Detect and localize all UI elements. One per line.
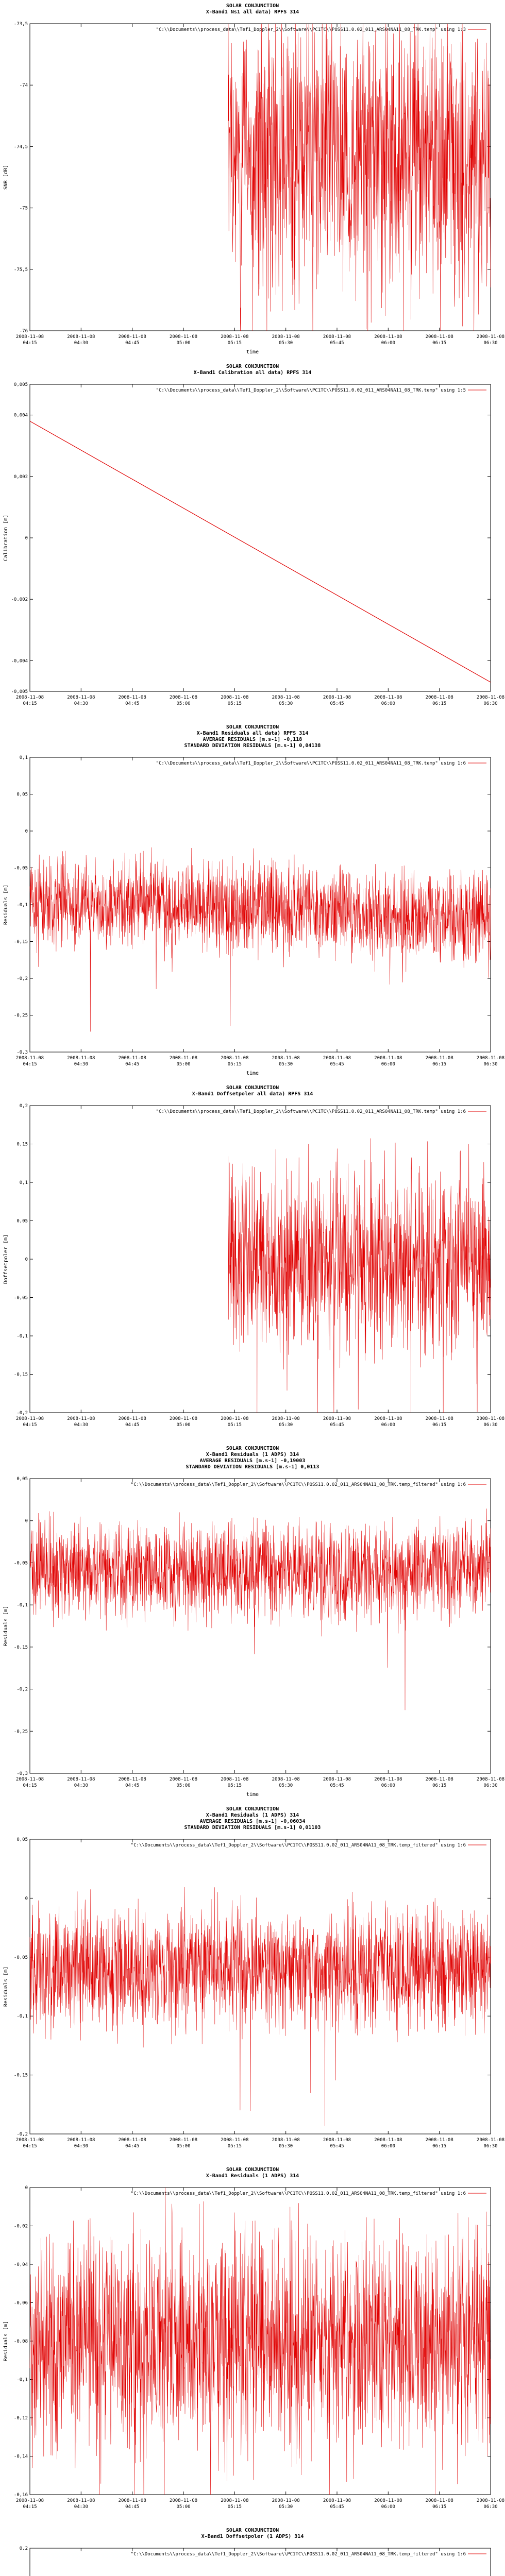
x-tick-label: 06:00 <box>381 2504 395 2510</box>
y-tick-label: 0,2 <box>19 1104 28 1109</box>
x-tick-label: 05:00 <box>176 1422 191 1428</box>
x-tick-label: 2008-11-08 <box>169 2498 198 2503</box>
x-tick-label: 2008-11-08 <box>272 2498 300 2503</box>
y-axis-label: SNR [dB] <box>3 164 9 190</box>
legend-label: "C:\\Documents\\process_data\\Tef1_Doppler_2\\Software\\PC1TC\\POSS11.0.02_011_ARS04NA11_08_TRK.temp" using 1:6 <box>156 761 466 766</box>
x-tick-label: 2008-11-08 <box>118 334 146 340</box>
x-tick-label: 2008-11-08 <box>15 2498 44 2503</box>
x-tick-label: 05:00 <box>176 341 191 346</box>
chart-panel <box>0 2164 505 2524</box>
x-tick-label: 06:15 <box>432 701 447 706</box>
y-tick-label: -74 <box>19 83 28 89</box>
chart-title: SOLAR CONJUNCTION <box>226 2528 279 2533</box>
y-tick-label: 0 <box>25 829 28 834</box>
chart-title: SOLAR CONJUNCTION <box>226 724 279 730</box>
x-tick-label: 06:30 <box>483 1062 498 1067</box>
x-tick-label: 05:30 <box>279 1422 293 1428</box>
y-tick-label: -0,2 <box>16 976 28 981</box>
x-tick-label: 2008-11-08 <box>323 1416 351 1421</box>
x-tick-label: 2008-11-08 <box>272 1416 300 1421</box>
y-tick-label: -0,25 <box>13 1729 28 1735</box>
y-tick-label: -75,5 <box>13 267 28 273</box>
y-tick-label: -0,14 <box>13 2454 28 2460</box>
y-tick-label: -0,3 <box>16 1771 28 1776</box>
x-tick-label: 05:15 <box>227 341 242 346</box>
x-tick-label: 2008-11-08 <box>67 2498 95 2503</box>
chart-svg <box>0 361 505 721</box>
x-tick-label: 05:45 <box>330 1783 344 1788</box>
x-tick-label: 2008-11-08 <box>272 2138 300 2143</box>
x-tick-label: 2008-11-08 <box>476 695 505 700</box>
y-tick-label: -0,002 <box>11 597 28 603</box>
x-tick-label: 2008-11-08 <box>425 2498 453 2503</box>
x-tick-label: 04:15 <box>23 341 37 346</box>
y-tick-label: -76 <box>19 329 28 334</box>
x-tick-label: 2008-11-08 <box>425 1416 453 1421</box>
chart-title: SOLAR CONJUNCTION <box>226 1446 279 1451</box>
legend-label: "C:\\Documents\\process_data\\Tef1_Doppler_2\\Software\\PC1TC\\POSS11.0.02_011_ARS04NA11_08_TRK.temp_filtered" using 1:6 <box>130 1482 466 1487</box>
x-tick-label: 06:30 <box>483 2144 498 2149</box>
x-tick-label: 2008-11-08 <box>67 1416 95 1421</box>
x-tick-label: 04:45 <box>125 1062 140 1067</box>
x-tick-label: 2008-11-08 <box>425 2138 453 2143</box>
y-tick-label: -0,2 <box>16 1687 28 1692</box>
y-tick-label: 0,1 <box>19 1180 28 1185</box>
y-tick-label: 0,2 <box>19 2546 28 2551</box>
legend-label: "C:\\Documents\\process_data\\Tef1_Doppler_2\\Software\\PC1TC\\POSS11.0.02_011_ARS04NA11_08_TRK.temp_filtered" using 1:6 <box>130 2191 466 2196</box>
x-tick-label: 2008-11-08 <box>323 2498 351 2503</box>
x-tick-label: 04:45 <box>125 701 140 706</box>
x-tick-label: 06:15 <box>432 341 447 346</box>
chart-title: SOLAR CONJUNCTION <box>226 1806 279 1812</box>
y-tick-label: 0,05 <box>16 1477 28 1482</box>
legend-label: "C:\\Documents\\process_data\\Tef1_Doppler_2\\Software\\PC1TC\\POSS11.0.02_011_ARS04NA11_08_TRK.temp" using 1:3 <box>156 27 466 32</box>
x-tick-label: 2008-11-08 <box>118 2498 146 2503</box>
y-tick-label: -0,15 <box>13 2073 28 2078</box>
x-tick-label: 04:15 <box>23 1422 37 1428</box>
y-tick-label: -0,04 <box>13 2262 28 2267</box>
x-tick-label: 2008-11-08 <box>476 1777 505 1782</box>
x-tick-label: 2008-11-08 <box>272 695 300 700</box>
x-tick-label: 05:45 <box>330 701 344 706</box>
chart-svg <box>0 1082 505 1443</box>
y-axis-label: Residuals [m] <box>3 2320 9 2362</box>
x-axis-label: time <box>246 1792 259 1798</box>
x-tick-label: 06:00 <box>381 341 395 346</box>
y-axis-label: Residuals [m] <box>3 1966 9 2007</box>
x-tick-label: 05:00 <box>176 2504 191 2510</box>
x-tick-label: 2008-11-08 <box>118 1416 146 1421</box>
x-tick-label: 06:00 <box>381 1422 395 1428</box>
y-tick-label: -0,1 <box>16 2014 28 2020</box>
x-tick-label: 05:00 <box>176 1783 191 1788</box>
x-tick-label: 04:30 <box>74 2504 88 2510</box>
x-tick-label: 05:15 <box>227 1783 242 1788</box>
x-tick-label: 2008-11-08 <box>374 2138 402 2143</box>
chart-title: AVERAGE RESIDUALS [m.s-1] -0,06034 <box>199 1819 306 1824</box>
y-tick-label: -0,16 <box>13 2493 28 2498</box>
x-tick-label: 2008-11-08 <box>221 2498 249 2503</box>
y-tick-label: 0,004 <box>13 413 28 418</box>
x-tick-label: 2008-11-08 <box>169 334 198 340</box>
chart-svg <box>0 1443 505 1803</box>
legend-label: "C:\\Documents\\process_data\\Tef1_Doppler_2\\Software\\PC1TC\\POSS11.0.02_011_ARS04NA11_08_TRK.temp_filtered" using 1:6 <box>130 2552 466 2557</box>
x-tick-label: 2008-11-08 <box>15 1056 44 1061</box>
x-tick-label: 04:30 <box>74 341 88 346</box>
chart-panel <box>0 1443 505 1803</box>
x-tick-label: 06:15 <box>432 1783 447 1788</box>
x-tick-label: 2008-11-08 <box>374 695 402 700</box>
chart-title: SOLAR CONJUNCTION <box>226 364 279 369</box>
x-tick-label: 2008-11-08 <box>221 695 249 700</box>
y-tick-label: 0 <box>25 1257 28 1262</box>
y-tick-label: -0,02 <box>13 2224 28 2229</box>
x-tick-label: 05:15 <box>227 1422 242 1428</box>
x-tick-label: 2008-11-08 <box>272 334 300 340</box>
x-tick-label: 2008-11-08 <box>118 2138 146 2143</box>
x-tick-label: 04:30 <box>74 2144 88 2149</box>
x-tick-label: 05:45 <box>330 2504 344 2510</box>
chart-title: STANDARD DEVIATION RESIDUALS [m.s-1] 0,0113 <box>186 1464 319 1470</box>
y-axis-label: Doffsetpoler [m] <box>3 1234 9 1284</box>
x-tick-label: 05:45 <box>330 1422 344 1428</box>
chart-title: SOLAR CONJUNCTION <box>226 1085 279 1091</box>
x-tick-label: 2008-11-08 <box>476 2498 505 2503</box>
y-tick-label: -74,5 <box>13 144 28 150</box>
x-tick-label: 2008-11-08 <box>374 1416 402 1421</box>
y-tick-label: -0,06 <box>13 2300 28 2306</box>
x-tick-label: 06:30 <box>483 701 498 706</box>
x-tick-label: 2008-11-08 <box>221 2138 249 2143</box>
x-tick-label: 2008-11-08 <box>476 1416 505 1421</box>
x-tick-label: 2008-11-08 <box>67 695 95 700</box>
x-tick-label: 06:00 <box>381 701 395 706</box>
x-tick-label: 2008-11-08 <box>67 1777 95 1782</box>
x-tick-label: 2008-11-08 <box>374 2498 402 2503</box>
y-tick-label: -75 <box>19 206 28 211</box>
x-tick-label: 06:30 <box>483 2504 498 2510</box>
x-tick-label: 05:15 <box>227 2144 242 2149</box>
y-tick-label: -0,15 <box>13 939 28 945</box>
x-tick-label: 06:30 <box>483 1783 498 1788</box>
y-tick-label: 0,05 <box>16 1837 28 1842</box>
y-tick-label: -0,004 <box>11 658 28 664</box>
y-tick-label: -0,05 <box>13 1955 28 1960</box>
x-tick-label: 2008-11-08 <box>169 695 198 700</box>
x-tick-label: 2008-11-08 <box>374 1056 402 1061</box>
chart-title: SOLAR CONJUNCTION <box>226 3 279 9</box>
plot-area <box>30 1479 491 1773</box>
chart-panel <box>0 2524 505 2576</box>
y-tick-label: -0,3 <box>16 1050 28 1055</box>
chart-panel <box>0 0 505 361</box>
y-tick-label: 0,15 <box>16 1142 28 1147</box>
x-tick-label: 05:15 <box>227 1062 242 1067</box>
chart-title: X-Band1 Ns1 all data) RPFS 314 <box>206 9 299 15</box>
x-tick-label: 05:30 <box>279 2504 293 2510</box>
chart-title: X-Band1 Residuals (1 ADPS) 314 <box>206 2173 299 2179</box>
x-tick-label: 06:00 <box>381 2144 395 2149</box>
y-tick-label: 0 <box>25 1518 28 1524</box>
x-tick-label: 2008-11-08 <box>323 2138 351 2143</box>
y-tick-label: 0 <box>25 1896 28 1902</box>
y-tick-label: 0 <box>25 536 28 541</box>
y-tick-label: 0,05 <box>16 1218 28 1224</box>
chart-title: X-Band1 Residuals all data) RPFS 314 <box>196 731 309 736</box>
x-tick-label: 2008-11-08 <box>15 334 44 340</box>
x-tick-label: 2008-11-08 <box>476 334 505 340</box>
x-tick-label: 05:15 <box>227 2504 242 2510</box>
x-axis-label: time <box>246 1071 259 1076</box>
y-tick-label: -0,1 <box>16 903 28 908</box>
x-tick-label: 2008-11-08 <box>272 1056 300 1061</box>
x-tick-label: 2008-11-08 <box>323 1777 351 1782</box>
x-tick-label: 05:00 <box>176 1062 191 1067</box>
x-tick-label: 04:45 <box>125 2144 140 2149</box>
x-tick-label: 2008-11-08 <box>221 334 249 340</box>
x-tick-label: 04:15 <box>23 2144 37 2149</box>
x-tick-label: 2008-11-08 <box>323 1056 351 1061</box>
x-tick-label: 05:30 <box>279 1783 293 1788</box>
x-tick-label: 2008-11-08 <box>169 1416 198 1421</box>
chart-title: STANDARD DEVIATION RESIDUALS [m.s-1] 0,01103 <box>184 1825 321 1831</box>
chart-svg <box>0 1803 505 2164</box>
x-tick-label: 05:30 <box>279 701 293 706</box>
y-axis-label: Calibration [m] <box>3 514 9 562</box>
y-tick-label: -73,5 <box>13 22 28 27</box>
chart-title: X-Band1 Residuals (1 ADPS) 314 <box>206 1812 299 1818</box>
x-tick-label: 2008-11-08 <box>118 695 146 700</box>
x-tick-label: 05:30 <box>279 2144 293 2149</box>
chart-svg <box>0 721 505 1082</box>
x-tick-label: 04:45 <box>125 2504 140 2510</box>
x-tick-label: 2008-11-08 <box>169 1777 198 1782</box>
x-tick-label: 06:00 <box>381 1062 395 1067</box>
x-tick-label: 2008-11-08 <box>169 2138 198 2143</box>
y-tick-label: -0,2 <box>16 2132 28 2137</box>
x-tick-label: 04:45 <box>125 341 140 346</box>
x-tick-label: 04:30 <box>74 1062 88 1067</box>
y-tick-label: -0,12 <box>13 2416 28 2421</box>
x-tick-label: 04:45 <box>125 1783 140 1788</box>
x-tick-label: 2008-11-08 <box>374 334 402 340</box>
x-tick-label: 2008-11-08 <box>118 1056 146 1061</box>
legend-label: "C:\\Documents\\process_data\\Tef1_Doppler_2\\Software\\PC1TC\\POSS11.0.02_011_ARS04NA11_08_TRK.temp" using 1:6 <box>156 1109 466 1114</box>
y-tick-label: 0,1 <box>19 755 28 760</box>
y-tick-label: -0,15 <box>13 1372 28 1378</box>
x-tick-label: 2008-11-08 <box>15 695 44 700</box>
y-tick-label: -0,25 <box>13 1013 28 1019</box>
x-tick-label: 2008-11-08 <box>15 1416 44 1421</box>
x-tick-label: 05:30 <box>279 341 293 346</box>
x-tick-label: 05:45 <box>330 2144 344 2149</box>
x-tick-label: 06:30 <box>483 1422 498 1428</box>
y-tick-label: 0,005 <box>13 382 28 387</box>
x-tick-label: 05:00 <box>176 701 191 706</box>
chart-svg <box>0 2524 505 2576</box>
x-tick-label: 2008-11-08 <box>118 1777 146 1782</box>
x-tick-label: 2008-11-08 <box>476 2138 505 2143</box>
x-tick-label: 2008-11-08 <box>374 1777 402 1782</box>
x-tick-label: 2008-11-08 <box>169 1056 198 1061</box>
x-tick-label: 2008-11-08 <box>425 1777 453 1782</box>
x-tick-label: 04:15 <box>23 2504 37 2510</box>
y-tick-label: -0,1 <box>16 2377 28 2383</box>
y-tick-label: -0,05 <box>13 1295 28 1301</box>
plot-area <box>30 384 491 691</box>
x-tick-label: 04:15 <box>23 701 37 706</box>
x-tick-label: 06:15 <box>432 1422 447 1428</box>
chart-svg <box>0 2164 505 2524</box>
chart-title: STANDARD DEVIATION RESIDUALS [m.s-1] 0,04138 <box>184 743 321 749</box>
y-axis-label: Residuals [m] <box>3 884 9 925</box>
x-tick-label: 05:45 <box>330 341 344 346</box>
x-tick-label: 2008-11-08 <box>425 334 453 340</box>
legend-label: "C:\\Documents\\process_data\\Tef1_Doppler_2\\Software\\PC1TC\\POSS11.0.02_011_ARS04NA11_08_TRK.temp_filtered" using 1:6 <box>130 1843 466 1848</box>
x-tick-label: 2008-11-08 <box>476 1056 505 1061</box>
x-tick-label: 06:15 <box>432 2144 447 2149</box>
chart-title: X-Band1 Calibration all data) RPFS 314 <box>193 370 312 376</box>
chart-title: X-Band1 Doffsetpoler (1 ADPS) 314 <box>201 2534 304 2539</box>
x-tick-label: 06:30 <box>483 341 498 346</box>
x-tick-label: 2008-11-08 <box>323 695 351 700</box>
x-tick-label: 2008-11-08 <box>221 1056 249 1061</box>
x-tick-label: 04:45 <box>125 1422 140 1428</box>
x-tick-label: 04:30 <box>74 1783 88 1788</box>
y-tick-label: -0,05 <box>13 1561 28 1566</box>
x-tick-label: 05:45 <box>330 1062 344 1067</box>
y-tick-label: -0,05 <box>13 866 28 871</box>
chart-title: X-Band1 Doffsetpoler all data) RPFS 314 <box>192 1091 313 1097</box>
chart-title: SOLAR CONJUNCTION <box>226 2167 279 2173</box>
x-tick-label: 04:15 <box>23 1062 37 1067</box>
y-tick-label: 0,05 <box>16 792 28 798</box>
chart-svg <box>0 0 505 361</box>
x-tick-label: 04:15 <box>23 1783 37 1788</box>
x-tick-label: 04:30 <box>74 1422 88 1428</box>
x-tick-label: 2008-11-08 <box>67 2138 95 2143</box>
chart-panel <box>0 361 505 721</box>
y-tick-label: -0,1 <box>16 1334 28 1339</box>
x-tick-label: 2008-11-08 <box>425 695 453 700</box>
x-tick-label: 2008-11-08 <box>15 1777 44 1782</box>
y-tick-label: 0,002 <box>13 474 28 480</box>
chart-panel <box>0 1082 505 1443</box>
y-tick-label: -0,15 <box>13 1645 28 1650</box>
x-tick-label: 06:15 <box>432 1062 447 1067</box>
x-tick-label: 05:15 <box>227 701 242 706</box>
x-tick-label: 2008-11-08 <box>272 1777 300 1782</box>
chart-title: AVERAGE RESIDUALS [m.s-1] -0,118 <box>203 737 302 742</box>
y-tick-label: -0,2 <box>16 1411 28 1416</box>
chart-panel <box>0 721 505 1082</box>
x-tick-label: 2008-11-08 <box>221 1416 249 1421</box>
x-tick-label: 06:00 <box>381 1783 395 1788</box>
chart-title: X-Band1 Residuals (1 ADPS) 314 <box>206 1452 299 1458</box>
x-tick-label: 2008-11-08 <box>15 2138 44 2143</box>
chart-title: AVERAGE RESIDUALS [m.s-1] -0,19003 <box>199 1458 306 1464</box>
y-tick-label: -0,005 <box>11 689 28 694</box>
y-tick-label: -0,1 <box>16 1603 28 1608</box>
x-tick-label: 06:15 <box>432 2504 447 2510</box>
x-tick-label: 05:00 <box>176 2144 191 2149</box>
y-tick-label: -0,08 <box>13 2339 28 2344</box>
chart-panel <box>0 1803 505 2164</box>
legend-label: "C:\\Documents\\process_data\\Tef1_Doppler_2\\Software\\PC1TC\\POSS11.0.02_011_ARS04NA11_08_TRK.temp" using 1:5 <box>156 388 466 393</box>
x-tick-label: 2008-11-08 <box>67 1056 95 1061</box>
x-tick-label: 2008-11-08 <box>425 1056 453 1061</box>
x-tick-label: 2008-11-08 <box>323 334 351 340</box>
x-tick-label: 2008-11-08 <box>221 1777 249 1782</box>
y-axis-label: Residuals [m] <box>3 1605 9 1647</box>
y-tick-label: 0 <box>25 2185 28 2191</box>
x-axis-label: time <box>246 349 259 355</box>
x-tick-label: 05:30 <box>279 1062 293 1067</box>
x-tick-label: 2008-11-08 <box>67 334 95 340</box>
x-tick-label: 04:30 <box>74 701 88 706</box>
